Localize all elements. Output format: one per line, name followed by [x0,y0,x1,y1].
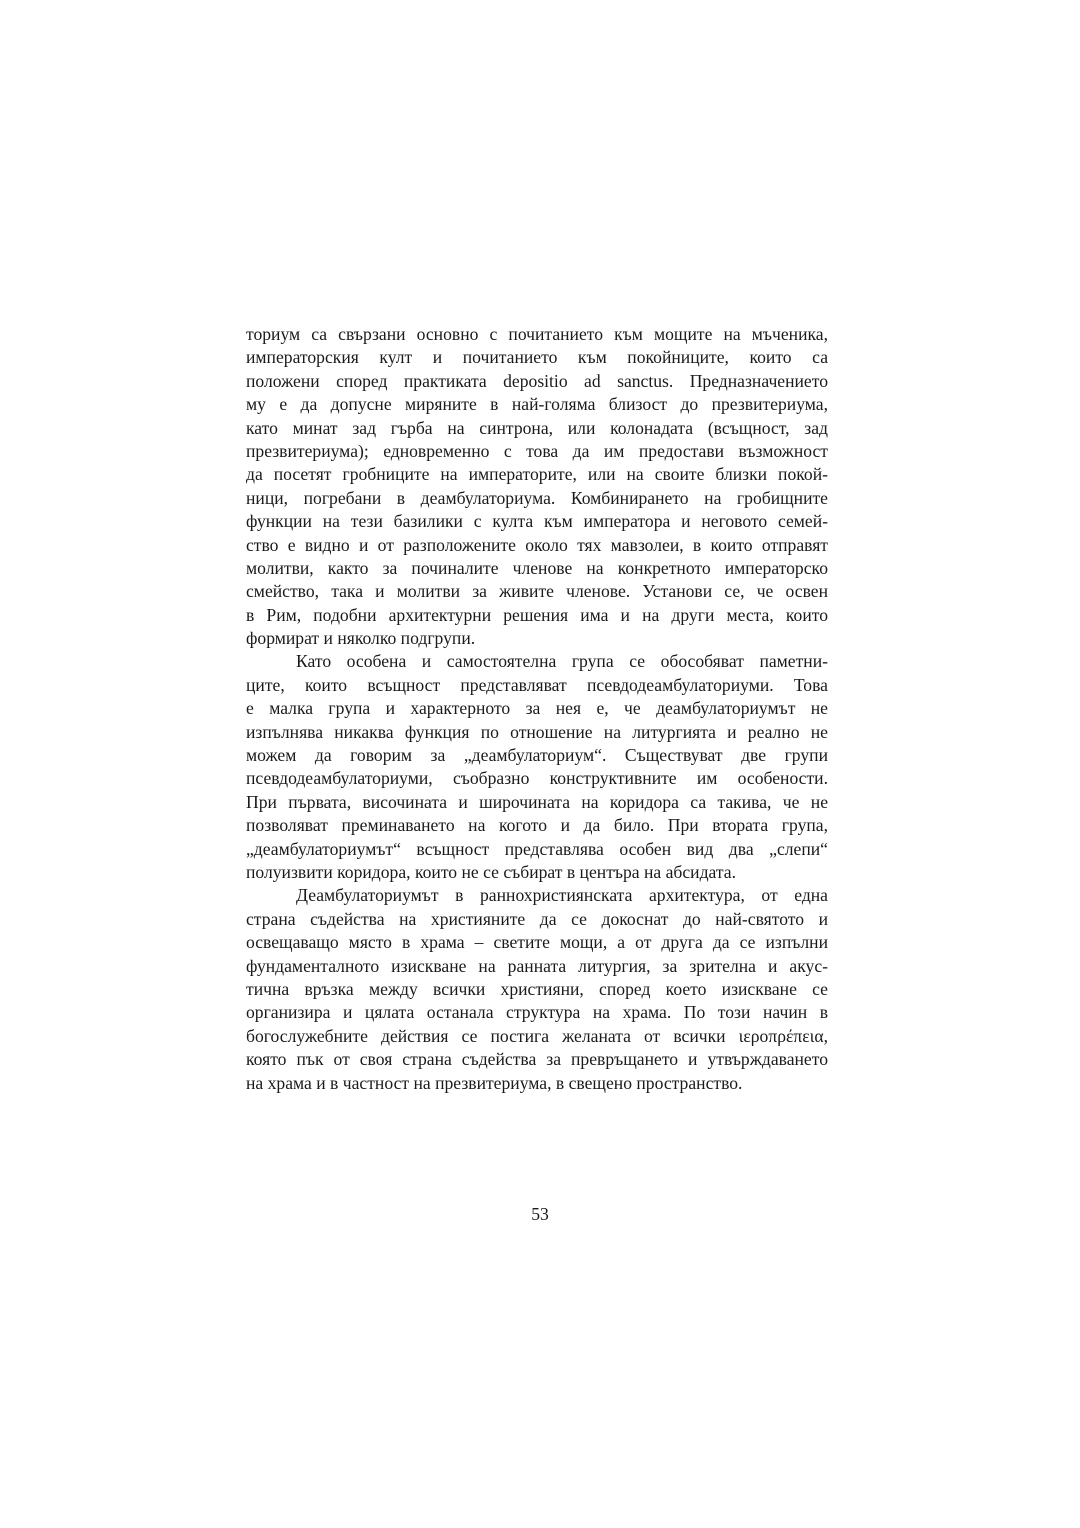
text-line: полуизвити коридора, които не се събират в центъра на абсидата. [246,861,737,882]
text-line: ство е видно и от разположените около тях мавзолеи, в които отправят [246,534,828,555]
text-line: освещаващо място в храма – светите мощи, а от друга да се изпълни [246,932,828,953]
text-line: псевдодеамбулаториуми, съобразно конструктивните им особености. [246,768,828,789]
paragraph [246,323,828,650]
text-line: която пък от своя страна съдейства за превръщането и утвърждаването [246,1049,828,1070]
text-line: ници, погребани в деамбулаториума. Комбинирането на гробищните [246,487,828,508]
text-line: презвитериума); едновременно с това да им предостави възможност [246,440,828,461]
text-line: тична връзка между всички християни, според което изискване се [246,978,828,999]
text-line: изпълнява никаква функция по отношение на литургията и реално не [246,721,828,742]
text-line: като минат зад гърба на синтрона, или колонадата (всъщност, зад [246,417,828,438]
text-line: Деамбулаториумът в раннохристиянската архитектура, от една [296,885,828,906]
text-line: молитви, както за починалите членове на конкретното императорско [246,557,828,578]
text-line: в Рим, подобни архитектурни решения има и на други места, които [246,604,828,625]
text-line: фундаменталното изискване на ранната литургия, за зрителна и акус- [246,955,828,976]
text-line: ториум са свързани основно с почитанието към мощите на мъченика, [246,324,828,344]
text-line: организира и цялата останала структура на храма. По този начин в [246,1002,828,1023]
text-line: му е да допусне миряните в най-голяма близост до презвитериума, [246,394,828,415]
text-line: положени според практиката depositio ad sanctus. Предназначението [246,370,828,391]
text-line: богослужебните действия се постига желаната от всички ιεροπρέπεια, [246,1025,828,1046]
text-line: можем да говорим за „деамбулаториум“. Съществуват две групи [246,745,828,766]
text-line: на храма и в частност на презвитериума, в свещено пространство. [246,1072,743,1093]
text-line: смейство, така и молитви за живите членове. Установи се, че освен [246,581,828,602]
paragraph [246,884,828,1095]
paragraph [246,650,828,884]
text-line: е малка група и характерното за нея е, че деамбулаториумът не [246,698,828,719]
text-line: При първата, височината и широчината на коридора са такива, че не [246,791,828,812]
page-number: 53 [531,1204,549,1224]
text-line: Като особена и самостоятелна група се обособяват паметни- [296,651,828,672]
body-text [246,323,828,1095]
text-line: ците, които всъщност представляват псевдодеамбулаториуми. Това [246,674,828,695]
text-line: „деамбулаториумът“ всъщност представлява особен вид два „слепи“ [246,838,828,859]
text-line: формират и няколко подгрупи. [246,628,476,649]
text-line: страна съдейства на християните да се докоснат до най-святото и [246,908,828,929]
text-line: императорския култ и почитанието към покойниците, които са [246,347,828,368]
text-line: да посетят гробниците на императорите, или на своите близки покой- [246,464,828,485]
text-line: позволяват преминаването на когото и да било. При втората група, [246,815,828,836]
text-line: функции на тези базилики с култа към императора и неговото семей- [246,511,828,532]
